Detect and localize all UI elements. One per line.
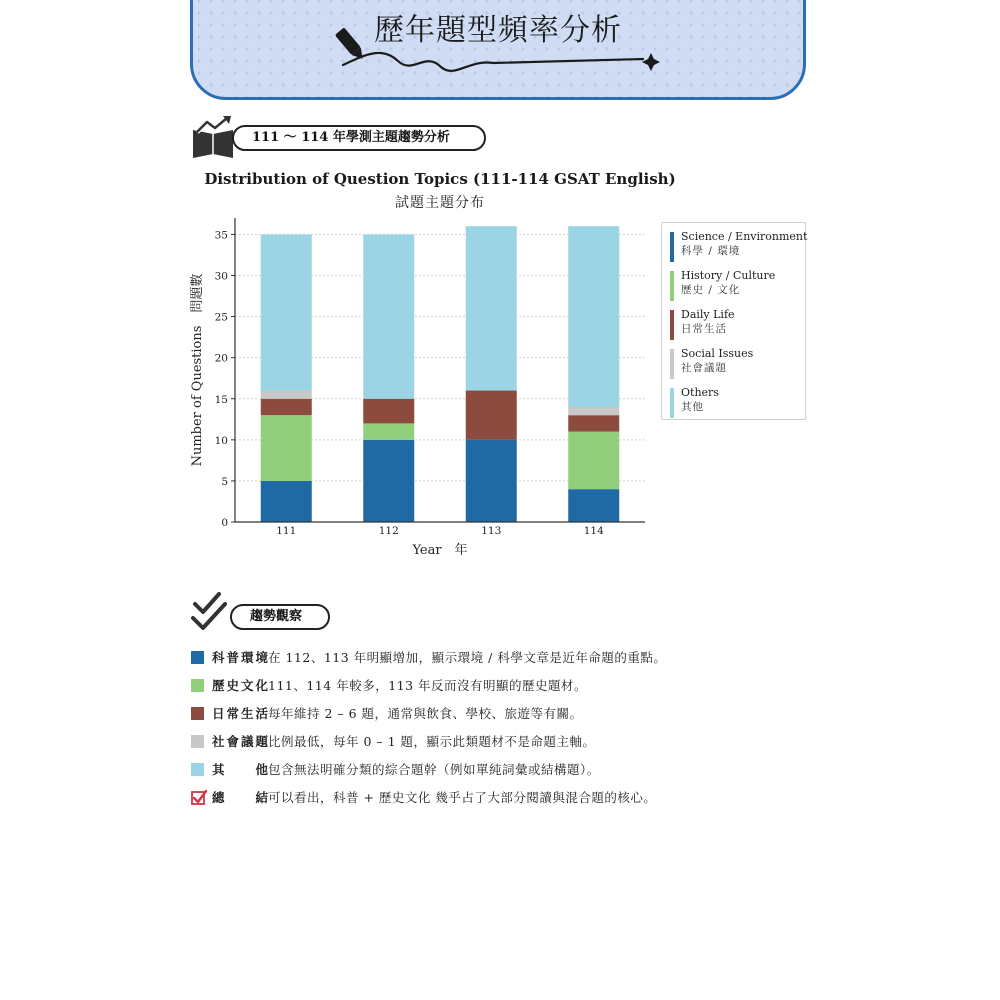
- observation-item: [191, 760, 791, 780]
- y-axis-label: Number of Questions 問題數: [190, 273, 205, 467]
- y-tick-label: 35: [214, 229, 228, 242]
- color-square-icon: [191, 679, 204, 692]
- bar-segment: [466, 226, 517, 390]
- legend-item: [670, 268, 799, 307]
- legend-item: [670, 385, 799, 424]
- bar-segment: [363, 423, 414, 439]
- bar-segment: [568, 407, 619, 415]
- color-square-icon: [191, 707, 204, 720]
- observation-item: [191, 648, 791, 668]
- observation-label: 其 他: [212, 762, 271, 777]
- observation-label: 總 結: [212, 790, 271, 805]
- bar-segment: [261, 399, 312, 415]
- legend-swatch: [670, 232, 674, 262]
- observation-text: ：在 112、113 年明顯增加，顯示環境 / 科學文章是近年命題的重點。: [255, 650, 667, 665]
- x-tick-label: 114: [583, 525, 604, 537]
- x-tick-label: 112: [378, 525, 399, 537]
- legend-swatch: [670, 271, 674, 301]
- y-tick-label: 5: [221, 475, 228, 488]
- legend-label-zh: 日常生活: [681, 323, 727, 335]
- observation-text: ：包含無法明確分類的綜合題幹（例如單純詞彙或結構題）。: [255, 762, 600, 777]
- legend-swatch: [670, 388, 674, 418]
- bar-segment: [261, 415, 312, 481]
- observation-item: [191, 676, 791, 696]
- bar-segment: [466, 440, 517, 522]
- observation-item: [191, 788, 791, 808]
- observation-section-heading: 趨勢觀察: [230, 604, 330, 630]
- legend-label: History / Culture: [681, 269, 776, 282]
- legend-label-zh: 其他: [681, 401, 704, 413]
- bar-segment: [261, 481, 312, 522]
- observation-text: ：可以看出，科普 + 歷史文化 幾乎占了大部分閱讀與混合題的核心。: [255, 790, 657, 805]
- y-tick-label: 10: [214, 434, 228, 447]
- y-tick-label: 20: [214, 352, 228, 365]
- trend-section-heading: 111 ～ 114 年學測主題趨勢分析: [232, 125, 486, 151]
- x-tick-label: 113: [481, 525, 502, 537]
- color-square-icon: [191, 735, 204, 748]
- y-tick-label: 15: [214, 393, 228, 406]
- bar-segment: [363, 440, 414, 522]
- checkbox-check-icon: [191, 789, 207, 805]
- observation-label: 科普環境: [212, 650, 271, 665]
- chart-title: Distribution of Question Topics (111-114 GSAT English): [204, 170, 676, 188]
- bar-segment: [261, 234, 312, 390]
- legend-item: [670, 229, 808, 268]
- observation-text: ：比例最低，每年 0 – 1 題，顯示此類題材不是命題主軸。: [255, 734, 596, 749]
- legend-swatch: [670, 310, 674, 340]
- observation-text: ：每年維持 2 – 6 題，通常與飲食、學校、旅遊等有關。: [255, 706, 583, 721]
- observation-label: 日常生活: [212, 706, 271, 721]
- legend-label-zh: 社會議題: [681, 362, 727, 374]
- legend-item: [670, 346, 799, 385]
- legend-label: Others: [681, 386, 719, 399]
- x-tick-label: 111: [276, 525, 297, 537]
- color-square-icon: [191, 763, 204, 776]
- observation-label: 社會議題: [212, 734, 271, 749]
- x-axis-label: Year 年: [412, 543, 468, 558]
- y-tick-label: 25: [214, 311, 228, 324]
- observation-item: [191, 704, 791, 724]
- bar-segment: [568, 226, 619, 407]
- bar-segment: [568, 489, 619, 522]
- chart-subtitle: 試題主題分布: [395, 195, 485, 211]
- y-tick-label: 30: [214, 270, 228, 283]
- bar-segment: [363, 234, 414, 398]
- legend-label-zh: 歷史 / 文化: [681, 284, 741, 296]
- header-banner: [190, 0, 806, 100]
- observation-item: [191, 732, 791, 752]
- bar-segment: [466, 391, 517, 440]
- legend-label: Daily Life: [681, 308, 735, 321]
- page-title: 歷年題型頻率分析: [374, 13, 622, 48]
- stacked-bar-chart: [185, 210, 655, 565]
- observation-label: 歷史文化: [212, 678, 271, 693]
- legend-label-zh: 科學 / 環境: [681, 245, 741, 257]
- bar-segment: [261, 391, 312, 399]
- observation-text: ：111、114 年較多，113 年反而沒有明顯的歷史題材。: [255, 678, 588, 693]
- legend-item: [670, 307, 799, 346]
- legend-swatch: [670, 349, 674, 379]
- bar-segment: [363, 399, 414, 424]
- bar-segment: [568, 432, 619, 490]
- color-square-icon: [191, 651, 204, 664]
- double-check-icon: [189, 590, 233, 634]
- bar-segment: [568, 415, 619, 431]
- legend-label: Science / Environment: [681, 230, 808, 243]
- chart-legend: [661, 222, 806, 420]
- legend-label: Social Issues: [681, 347, 754, 360]
- y-tick-label: 0: [221, 517, 228, 529]
